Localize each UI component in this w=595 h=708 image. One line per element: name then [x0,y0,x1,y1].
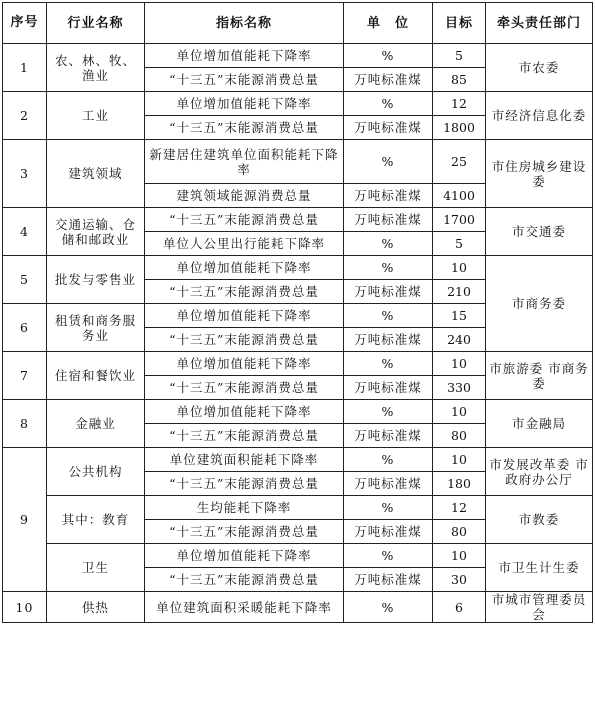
industry-cell: 金融业 [47,400,145,448]
target-cell: 1800 [433,116,486,140]
dept-cell: 市城市管理委员会 [486,592,593,623]
dept-cell: 市教委 [486,496,593,544]
table-row [3,256,593,280]
header-seq: 序号 [3,3,47,44]
unit-cell: % [344,448,433,472]
seq-cell: 9 [3,448,47,592]
target-cell: 12 [433,496,486,520]
unit-cell: 万吨标准煤 [344,328,433,352]
indicator-cell: “十三五”末能源消费总量 [145,568,344,592]
industry-cell: 公共机构 [47,448,145,496]
target-cell: 180 [433,472,486,496]
seq-cell: 3 [3,140,47,208]
target-cell: 6 [433,592,486,623]
industry-cell: 交通运输、仓储和邮政业 [47,208,145,256]
target-cell: 240 [433,328,486,352]
dept-cell: 市发展改革委 市政府办公厅 [486,448,593,496]
table-row [3,496,593,520]
seq-cell: 5 [3,256,47,304]
industry-cell: 卫生 [47,544,145,592]
dept-cell: 市经济信息化委 [486,92,593,140]
dept-cell: 市卫生计生委 [486,544,593,592]
target-cell: 80 [433,520,486,544]
target-cell: 210 [433,280,486,304]
unit-cell: 万吨标准煤 [344,472,433,496]
industry-cell: 农、林、牧、渔业 [47,44,145,92]
target-cell: 5 [433,232,486,256]
seq-cell: 2 [3,92,47,140]
target-cell: 10 [433,448,486,472]
dept-cell: 市金融局 [486,400,593,448]
table-row [3,44,593,68]
target-cell: 15 [433,304,486,328]
unit-cell: % [344,400,433,424]
target-cell: 30 [433,568,486,592]
indicator-cell: “十三五”末能源消费总量 [145,424,344,448]
target-cell: 85 [433,68,486,92]
header-target: 目标 [433,3,486,44]
target-cell: 25 [433,140,486,184]
indicator-cell: “十三五”末能源消费总量 [145,280,344,304]
table-row [3,352,593,376]
unit-cell: 万吨标准煤 [344,376,433,400]
unit-cell: % [344,140,433,184]
unit-cell: % [344,256,433,280]
unit-cell: 万吨标准煤 [344,520,433,544]
table-row [3,208,593,232]
unit-cell: 万吨标准煤 [344,280,433,304]
target-cell: 80 [433,424,486,448]
unit-cell: % [344,304,433,328]
table-row [3,592,593,623]
target-cell: 12 [433,92,486,116]
seq-cell: 7 [3,352,47,400]
target-cell: 4100 [433,184,486,208]
unit-cell: % [344,496,433,520]
table-header-row [3,3,593,44]
indicator-cell: “十三五”末能源消费总量 [145,520,344,544]
header-industry: 行业名称 [47,3,145,44]
header-indicator: 指标名称 [145,3,344,44]
unit-cell: 万吨标准煤 [344,68,433,92]
table-row [3,448,593,472]
dept-cell: 市住房城乡建设委 [486,140,593,208]
target-cell: 10 [433,544,486,568]
target-cell: 10 [433,400,486,424]
indicator-cell: “十三五”末能源消费总量 [145,208,344,232]
seq-cell: 6 [3,304,47,352]
table-row [3,400,593,424]
indicator-cell: 单位增加值能耗下降率 [145,44,344,68]
indicator-cell: “十三五”末能源消费总量 [145,472,344,496]
unit-cell: % [344,232,433,256]
indicator-cell: “十三五”末能源消费总量 [145,68,344,92]
table-row [3,92,593,116]
industry-cell: 建筑领域 [47,140,145,208]
dept-cell: 市旅游委 市商务委 [486,352,593,400]
header-unit: 单 位 [344,3,433,44]
industry-cell: 批发与零售业 [47,256,145,304]
target-cell: 330 [433,376,486,400]
indicator-cell: “十三五”末能源消费总量 [145,328,344,352]
indicator-cell: “十三五”末能源消费总量 [145,376,344,400]
seq-cell: 10 [3,592,47,623]
unit-cell: 万吨标准煤 [344,184,433,208]
target-cell: 1700 [433,208,486,232]
dept-cell: 市交通委 [486,208,593,256]
indicator-cell: 单位人公里出行能耗下降率 [145,232,344,256]
indicator-cell: 单位建筑面积采暖能耗下降率 [145,592,344,623]
indicator-cell: 新建居住建筑单位面积能耗下降率 [145,140,344,184]
target-cell: 10 [433,352,486,376]
industry-cell: 住宿和餐饮业 [47,352,145,400]
target-cell: 10 [433,256,486,280]
unit-cell: 万吨标准煤 [344,424,433,448]
target-cell: 5 [433,44,486,68]
table-row [3,140,593,184]
indicator-cell: “十三五”末能源消费总量 [145,116,344,140]
seq-cell: 4 [3,208,47,256]
indicator-cell: 建筑领域能源消费总量 [145,184,344,208]
table-row [3,544,593,568]
unit-cell: % [344,92,433,116]
industry-cell: 租赁和商务服务业 [47,304,145,352]
energy-target-table [2,2,593,623]
indicator-cell: 单位增加值能耗下降率 [145,400,344,424]
indicator-cell: 单位增加值能耗下降率 [145,256,344,280]
unit-cell: % [344,352,433,376]
indicator-cell: 单位增加值能耗下降率 [145,544,344,568]
industry-cell: 其中：教育 [47,496,145,544]
unit-cell: 万吨标准煤 [344,568,433,592]
dept-cell: 市农委 [486,44,593,92]
indicator-cell: 单位增加值能耗下降率 [145,304,344,328]
seq-cell: 1 [3,44,47,92]
dept-cell: 市商务委 [486,256,593,352]
indicator-cell: 单位增加值能耗下降率 [145,352,344,376]
seq-cell: 8 [3,400,47,448]
indicator-cell: 生均能耗下降率 [145,496,344,520]
indicator-cell: 单位增加值能耗下降率 [145,92,344,116]
unit-cell: % [344,544,433,568]
header-dept: 牵头责任部门 [486,3,593,44]
unit-cell: % [344,592,433,623]
unit-cell: 万吨标准煤 [344,208,433,232]
unit-cell: % [344,44,433,68]
indicator-cell: 单位建筑面积能耗下降率 [145,448,344,472]
industry-cell: 供热 [47,592,145,623]
unit-cell: 万吨标准煤 [344,116,433,140]
industry-cell: 工业 [47,92,145,140]
